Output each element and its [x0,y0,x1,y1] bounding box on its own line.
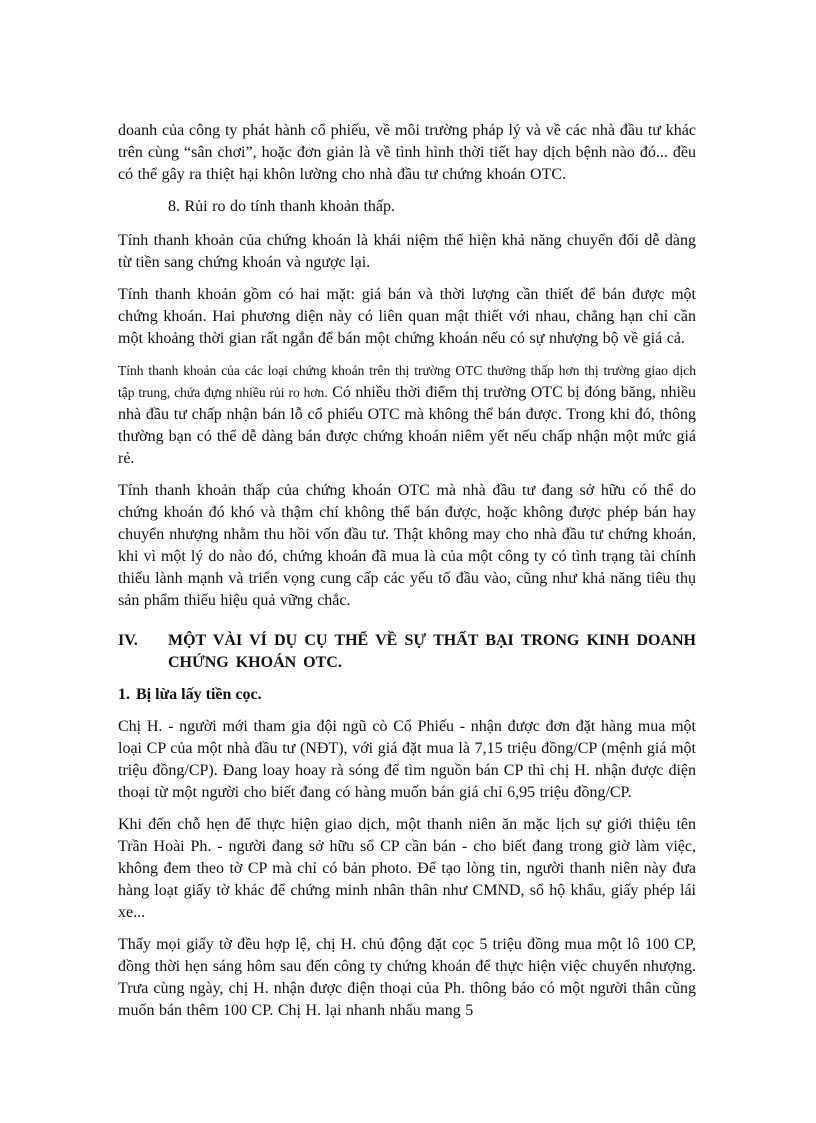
list-item-risk-8: 8. Rủi ro do tính thanh khoản thấp. [168,198,396,215]
paragraph-story-1: Chị H. - người mới tham gia đội ngũ cò Cổ Phiếu - nhận được đơn đặt hàng mua một loại CP của một nhà đầu tư (NĐT), với giá đặt mua là 7,15 triệu đồng/CP (mệnh giá một triệu đồng/CP). Đang loay hoay rà sóng để tìm nguồn bán CP thì chị H. nhận được điện thoại từ một người cho biết đang có hàng muốn bán giá chỉ 6,95 triệu đồng/CP. [118,718,696,801]
paragraph-risk-summary: doanh của công ty phát hành cổ phiếu, về môi trường pháp lý và về các nhà đầu tư khác trên cùng “sân chơi”, hoặc đơn giản là về tình hình thời tiết hay dịch bệnh nào đó... đều có thể gây ra thiệt hại khôn lường cho nhà đầu tư chứng khoán OTC. [118,122,696,183]
paragraph-otc-liquidity-text: Có nhiều thời điểm thị trường OTC bị đóng băng, nhiều nhà đầu tư chấp nhận bán lỗ cổ phiếu OTC mà không thể bán được. Trong khi đó, thông thường bạn có thể dễ dàng bán được chứng khoán niêm yết nếu chấp nhận một mức giá rẻ. [118,384,696,467]
paragraph-otc-liquidity-small-text: Tính thanh khoản của các loại chứng khoán trên thị trường OTC thường thấp hơn thị trường giao dịch tập trung, chứa đựng nhiều rủi ro hơn. [118,363,696,400]
section-title: MỘT VÀI VÍ DỤ CỤ THỂ VỀ SỰ THẤT BẠI TRONG KINH DOANH CHỨNG KHOÁN OTC. [168,632,696,671]
paragraph-low-liquidity: Tính thanh khoản thấp của chứng khoán OTC mà nhà đầu tư đang sở hữu có thể do chứng khoán đó khó và thậm chí không thể bán được, hoặc không được phép bán hay chuyển nhượng nhằm thu hồi vốn đầu tư. Thật không may cho nhà đầu tư chứng khoán, khi vì một lý do nào đó, chứng khoán đã mua là của một công ty có tình trạng tài chính thiếu lành mạnh và triển vọng cung cấp các yếu tố đầu vào, cũng như khả năng tiêu thụ sản phẩm thiếu hiệu quả vững chắc. [118,482,696,609]
paragraph-liquidity-definition: Tính thanh khoản của chứng khoán là khái niệm thể hiện khả năng chuyển đổi dễ dàng từ tiền sang chứng khoán và ngược lại. [118,232,696,271]
subsection-heading-1 [118,684,696,706]
paragraph-story-2: Khi đến chỗ hẹn để thực hiện giao dịch, một thanh niên ăn mặc lịch sự giới thiệu tên Trần Hoài Ph. - người đang sở hữu sổ CP cần bán - cho biết đang trong giờ làm việc, không đem theo tờ CP mà chỉ có bản photo. Để tạo lòng tin, người thanh niên này đưa hàng loạt giấy tờ khác để chứng minh nhân thân như CMND, sổ hộ khẩu, giấy phép lái xe... [118,816,696,921]
section-heading-iv [118,630,696,674]
paragraph-otc-liquidity [118,360,696,470]
section-number: IV. [118,632,138,649]
subsection-title: Bị lừa lấy tiền cọc. [136,686,262,703]
paragraph-story-3: Thấy mọi giấy tờ đều hợp lệ, chị H. chủ động đặt cọc 5 triệu đồng mua một lô 100 CP, đồng thời hẹn sáng hôm sau đến công ty chứng khoán để thực hiện việc chuyển nhượng. Trưa cùng ngày, chị H. nhận được điện thoại của Ph. thông báo có một người thân cũng muốn bán thêm 100 CP. Chị H. lại nhanh nhẩu mang 5 [118,936,696,1019]
page-body [118,120,696,1032]
subsection-number: 1. [118,686,130,703]
paragraph-liquidity-aspects: Tính thanh khoản gồm có hai mặt: giá bán và thời lượng cần thiết để bán được một chứng khoán. Hai phương diện này có liên quan mật thiết với nhau, chẳng hạn chỉ cần một khoảng thời gian rất ngắn để bán một chứng khoán nếu có sự nhượng bộ về giá cả. [118,286,696,347]
